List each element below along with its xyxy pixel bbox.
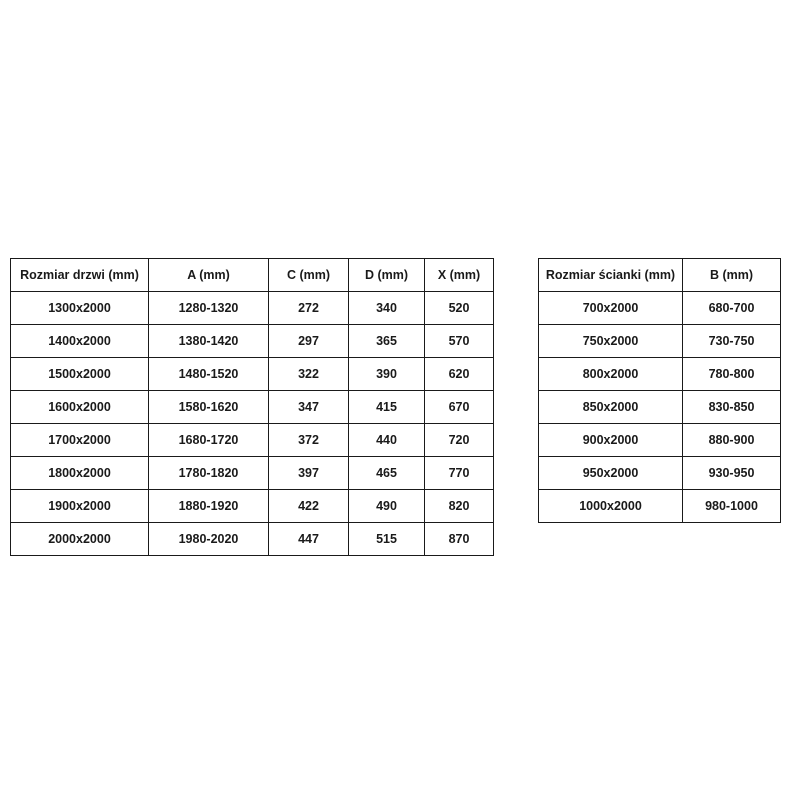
table-row bbox=[11, 523, 494, 556]
table-row bbox=[539, 358, 781, 391]
cell-d: 415 bbox=[349, 391, 425, 424]
doors-dimensions-table bbox=[10, 258, 494, 556]
table-row bbox=[539, 490, 781, 523]
table-row bbox=[11, 292, 494, 325]
spec-tables-container bbox=[0, 258, 800, 556]
cell-c: 297 bbox=[269, 325, 349, 358]
table-row bbox=[11, 358, 494, 391]
table-row bbox=[539, 424, 781, 457]
table-header-row bbox=[11, 259, 494, 292]
cell-wall-size: 750x2000 bbox=[539, 325, 683, 358]
cell-door-size: 1400x2000 bbox=[11, 325, 149, 358]
cell-a: 1580-1620 bbox=[149, 391, 269, 424]
column-header-c: C (mm) bbox=[269, 259, 349, 292]
table-row bbox=[11, 325, 494, 358]
cell-d: 490 bbox=[349, 490, 425, 523]
cell-wall-size: 950x2000 bbox=[539, 457, 683, 490]
cell-x: 820 bbox=[425, 490, 494, 523]
cell-a: 1880-1920 bbox=[149, 490, 269, 523]
cell-a: 1380-1420 bbox=[149, 325, 269, 358]
cell-a: 1480-1520 bbox=[149, 358, 269, 391]
cell-a: 1780-1820 bbox=[149, 457, 269, 490]
table-row bbox=[11, 490, 494, 523]
table-row bbox=[539, 391, 781, 424]
cell-c: 372 bbox=[269, 424, 349, 457]
cell-door-size: 1300x2000 bbox=[11, 292, 149, 325]
cell-a: 1680-1720 bbox=[149, 424, 269, 457]
cell-wall-size: 700x2000 bbox=[539, 292, 683, 325]
cell-c: 447 bbox=[269, 523, 349, 556]
cell-c: 397 bbox=[269, 457, 349, 490]
cell-d: 515 bbox=[349, 523, 425, 556]
cell-a: 1980-2020 bbox=[149, 523, 269, 556]
cell-a: 1280-1320 bbox=[149, 292, 269, 325]
cell-door-size: 1900x2000 bbox=[11, 490, 149, 523]
wall-dimensions-table bbox=[538, 258, 781, 523]
cell-b: 980-1000 bbox=[683, 490, 781, 523]
cell-c: 422 bbox=[269, 490, 349, 523]
table-header-row bbox=[539, 259, 781, 292]
cell-x: 620 bbox=[425, 358, 494, 391]
cell-x: 720 bbox=[425, 424, 494, 457]
cell-wall-size: 850x2000 bbox=[539, 391, 683, 424]
doors-table-block bbox=[10, 258, 493, 556]
column-header-d: D (mm) bbox=[349, 259, 425, 292]
cell-c: 347 bbox=[269, 391, 349, 424]
wall-table-block bbox=[538, 258, 780, 523]
table-row bbox=[539, 292, 781, 325]
column-header-x: X (mm) bbox=[425, 259, 494, 292]
cell-d: 390 bbox=[349, 358, 425, 391]
cell-b: 930-950 bbox=[683, 457, 781, 490]
cell-door-size: 1500x2000 bbox=[11, 358, 149, 391]
cell-x: 570 bbox=[425, 325, 494, 358]
cell-d: 340 bbox=[349, 292, 425, 325]
column-header-wall-size: Rozmiar ścianki (mm) bbox=[539, 259, 683, 292]
cell-door-size: 2000x2000 bbox=[11, 523, 149, 556]
cell-door-size: 1800x2000 bbox=[11, 457, 149, 490]
cell-x: 770 bbox=[425, 457, 494, 490]
cell-wall-size: 1000x2000 bbox=[539, 490, 683, 523]
cell-b: 680-700 bbox=[683, 292, 781, 325]
column-header-a: A (mm) bbox=[149, 259, 269, 292]
table-row bbox=[11, 424, 494, 457]
cell-wall-size: 900x2000 bbox=[539, 424, 683, 457]
table-row bbox=[539, 457, 781, 490]
cell-c: 272 bbox=[269, 292, 349, 325]
cell-d: 365 bbox=[349, 325, 425, 358]
cell-door-size: 1600x2000 bbox=[11, 391, 149, 424]
table-row bbox=[539, 325, 781, 358]
cell-c: 322 bbox=[269, 358, 349, 391]
cell-b: 830-850 bbox=[683, 391, 781, 424]
column-header-door-size: Rozmiar drzwi (mm) bbox=[11, 259, 149, 292]
cell-d: 440 bbox=[349, 424, 425, 457]
cell-b: 730-750 bbox=[683, 325, 781, 358]
cell-door-size: 1700x2000 bbox=[11, 424, 149, 457]
cell-b: 780-800 bbox=[683, 358, 781, 391]
cell-d: 465 bbox=[349, 457, 425, 490]
cell-b: 880-900 bbox=[683, 424, 781, 457]
cell-x: 670 bbox=[425, 391, 494, 424]
cell-wall-size: 800x2000 bbox=[539, 358, 683, 391]
cell-x: 870 bbox=[425, 523, 494, 556]
table-row bbox=[11, 391, 494, 424]
table-row bbox=[11, 457, 494, 490]
cell-x: 520 bbox=[425, 292, 494, 325]
column-header-b: B (mm) bbox=[683, 259, 781, 292]
